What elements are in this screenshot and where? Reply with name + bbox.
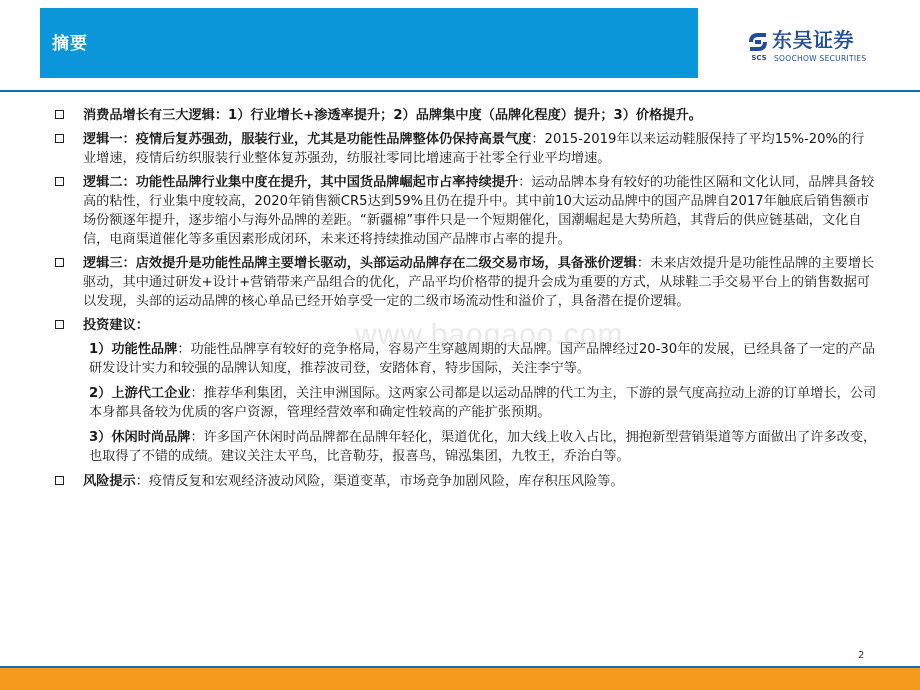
checkbox-bullet-icon <box>55 110 64 119</box>
recommendation-item <box>55 384 877 422</box>
bullet-text: ：2015-2019年以来运动鞋服保持了平均15%-20%的行业增速，疫情后纺织服装行业整体复苏强劲，纺服社零同比增速高于社零全行业平均增速。 <box>83 132 865 166</box>
bullet-bold: 逻辑二：功能性品牌行业集中度在提升，其中国货品牌崛起市占率持续提升 <box>83 175 519 190</box>
recommendation-item <box>55 340 877 378</box>
checkbox-bullet-icon <box>55 134 64 143</box>
footer-bar <box>0 668 920 690</box>
watermark: www.baogaoo.com <box>355 318 624 351</box>
recommendation-bold: 1）功能性品牌 <box>89 342 178 357</box>
bullet-text: ：疫情反复和宏观经济波动风险，渠道变革，市场竞争加剧风险，库存积压风险等。 <box>135 474 624 489</box>
recommendation-item <box>55 428 877 466</box>
bullet-logic-one <box>55 130 877 168</box>
company-logo <box>746 28 886 68</box>
logo-mark-icon <box>746 30 770 54</box>
recommendation-text: ：功能性品牌享有较好的竞争格局，容易产生穿越周期的大品牌。国产品牌经过20-30年的发展，已经具备了一定的产品研发设计实力和较强的品牌认知度，推荐波司登，安踏体育，特步国际，关注李宁等。 <box>89 342 876 376</box>
checkbox-bullet-icon <box>55 320 64 329</box>
bullet-bold: 逻辑三：店效提升是功能性品牌主要增长驱动，头部运动品牌存在二级交易市场，具备涨价逻辑 <box>83 256 637 271</box>
summary-content <box>55 106 877 496</box>
logo-abbreviation: SCS <box>751 54 767 62</box>
bullet-logic-two <box>55 173 877 249</box>
recommendation-bold: 2）上游代工企业 <box>89 386 191 401</box>
recommendation-text: ：推荐华利集团，关注申洲国际。这两家公司都是以运动品牌的代工为主，下游的景气度高拉动上游的订单增长，公司本身都具备较为优质的客户资源，管理经营效率和确定性较高的产能扩张预期。 <box>89 386 877 420</box>
page-title: 摘要 <box>52 34 88 54</box>
logo-chinese-name: 东吴证券 <box>772 28 854 52</box>
bullet-bold: 逻辑一：疫情后复苏强劲，服装行业，尤其是功能性品牌整体仍保持高景气度 <box>83 132 532 147</box>
checkbox-bullet-icon <box>55 476 64 485</box>
bullet-investment-advice <box>55 316 877 335</box>
bullet-bold: 投资建议： <box>83 318 149 333</box>
bullet-text: ：运动品牌本身有较好的功能性区隔和文化认同，品牌具备较高的粘性，行业集中度较高，2020年销售额CR5达到59%且仍在提升中。其中前10大运动品牌中的国产品牌自2017年触底后销售额市场份额逐年提升，逐步缩小与海外品牌的差距。“新疆棉”事件只是一个短期催化，国潮崛起是大势所趋，其背后的供应链基础，文化自信，电商渠道催化等多重因素形成闭环，未来还将持续推动国产品牌市占率的提升。 <box>83 175 875 247</box>
header-bar <box>40 8 698 78</box>
page-number: 2 <box>858 650 865 661</box>
logo-english-name: SOOCHOW SECURITIES <box>774 54 867 63</box>
bullet-risk-warning <box>55 472 877 491</box>
recommendation-text: ：许多国产休闲时尚品牌都在品牌年轻化，渠道优化，加大线上收入占比，拥抱新型营销渠道等方面做出了许多改变，也取得了不错的成绩。建议关注太平鸟，比音勒芬，报喜鸟，锦泓集团，九牧王，乔治白等。 <box>89 430 877 464</box>
bullet-bold: 消费品增长有三大逻辑：1）行业增长+渗透率提升；2）品牌集中度（品牌化程度）提升；3）价格提升。 <box>83 108 702 123</box>
header-divider <box>0 90 920 92</box>
checkbox-bullet-icon <box>55 258 64 267</box>
bullet-text: ：未来店效提升是功能性品牌的主要增长驱动，其中通过研发+设计+营销带来产品组合的优化，产品平均价格带的提升会成为重要的方式，从球鞋二手交易平台上的销售数据可以发现，头部的运动品牌的核心单品已经开始享受一定的二级市场流动性和溢价了，具备潜在提价逻辑。 <box>83 256 875 309</box>
recommendation-bold: 3）休闲时尚品牌 <box>89 430 191 445</box>
checkbox-bullet-icon <box>55 177 64 186</box>
bullet-bold: 风险提示 <box>83 474 136 489</box>
bullet-growth-logic <box>55 106 877 125</box>
bullet-logic-three <box>55 254 877 311</box>
